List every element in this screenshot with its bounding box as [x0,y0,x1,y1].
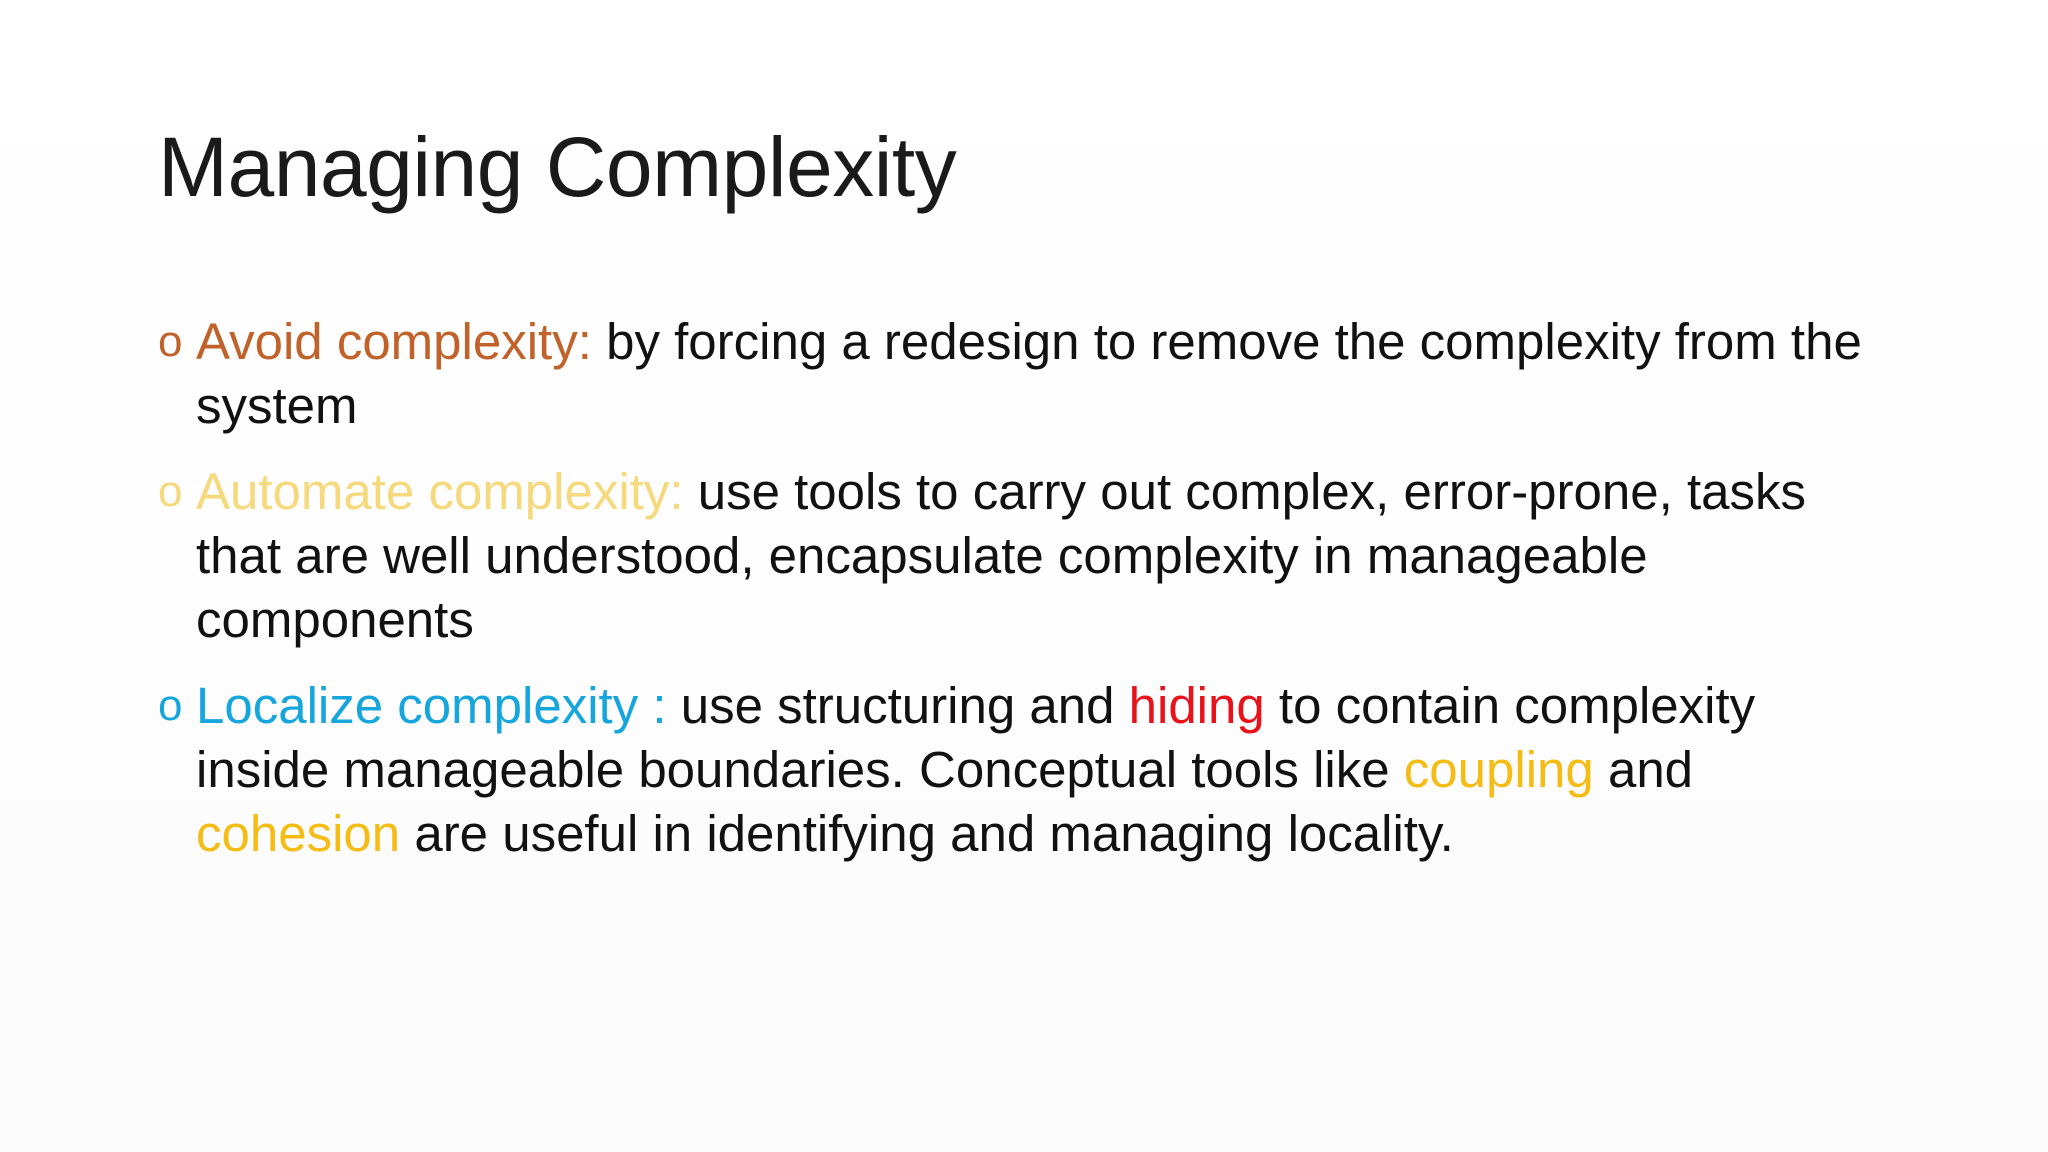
keyword-cohesion: cohesion [196,805,401,862]
keyword-hiding: hiding [1128,677,1265,734]
bullet-marker: o [158,681,183,730]
bullet-list [158,310,1898,888]
bullet-text: use tools to carry out complex, error-prone, tasks that are well understood, encapsulate complexity in manageable components [196,463,1806,648]
bullet-text: to contain complexity inside manageable boundaries. Conceptual tools like [196,677,1756,798]
bullet-marker: o [158,467,183,516]
bullet-text: use structuring and [666,677,1129,734]
bullet-text: are useful in identifying and managing locality. [400,805,1454,862]
bullet-automate-complexity [158,460,1898,652]
bullet-marker: o [158,317,183,366]
bullet-text: and [1593,741,1694,798]
keyword-coupling: coupling [1403,741,1594,798]
term-automate-complexity: Automate complexity: [196,463,684,520]
slide-title: Managing Complexity [158,120,957,214]
term-localize-complexity: Localize complexity : [196,677,667,734]
term-avoid-complexity: Avoid complexity: [196,313,592,370]
bullet-localize-complexity [158,674,1898,866]
bullet-avoid-complexity [158,310,1898,438]
bullet-text: by forcing a redesign to remove the complexity from the system [196,313,1862,434]
